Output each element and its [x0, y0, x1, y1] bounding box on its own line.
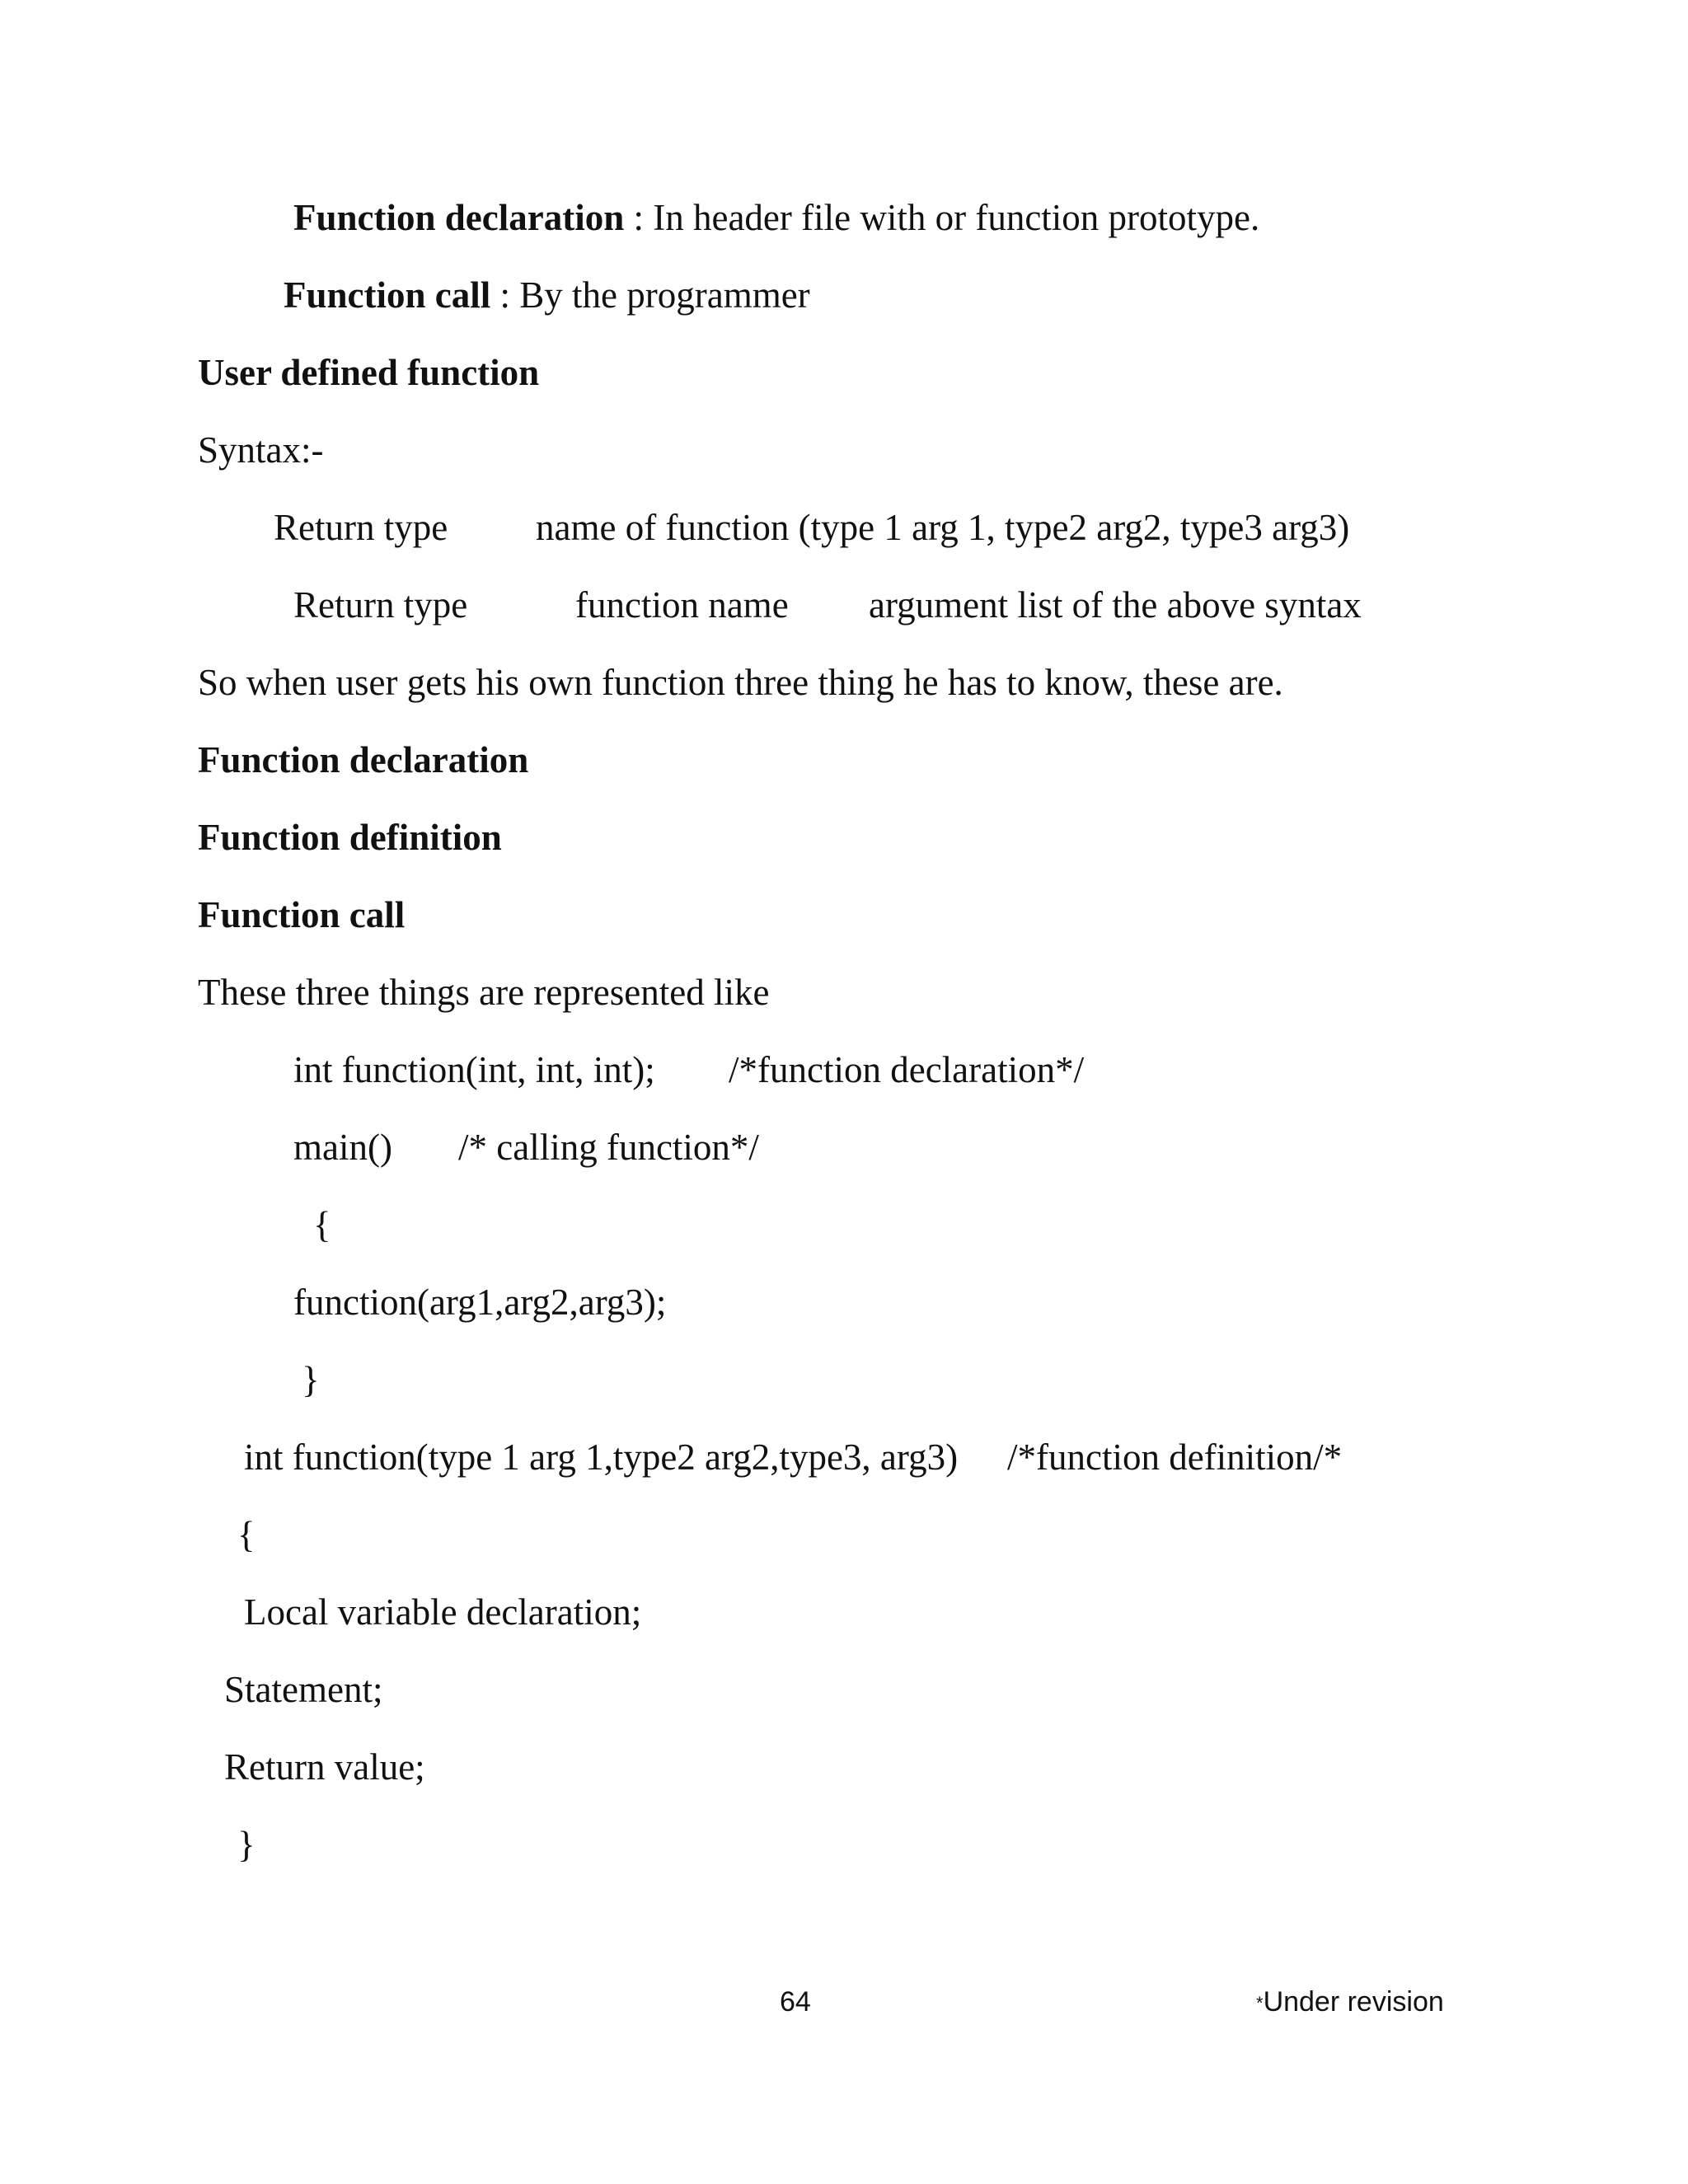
heading-function-call-inline: Function call: [284, 274, 491, 316]
list-item-function-declaration: Function declaration: [198, 739, 529, 780]
code-line: int function(int, int, int);: [293, 1049, 655, 1090]
code-line: function(arg1,arg2,arg3);: [293, 1282, 667, 1323]
paragraph-text: So when user gets his own function three thing he has to know, these are.: [198, 662, 1283, 703]
syntax-label: Syntax:-: [198, 429, 324, 471]
code-line: {: [237, 1514, 256, 1555]
syntax-return-type: Return type: [274, 507, 448, 548]
heading-function-declaration-inline: Function declaration: [293, 197, 625, 238]
revision-note: [1256, 1988, 1444, 2016]
text-line-rest: : In header file with or function prototype.: [624, 197, 1260, 238]
list-item-function-definition: Function definition: [198, 817, 502, 858]
syntax-label-argument-list: argument list of the above syntax: [869, 584, 1362, 626]
revision-note-text: Under revision: [1263, 1986, 1444, 2018]
code-line: }: [237, 1824, 256, 1865]
list-item-function-call: Function call: [198, 894, 406, 935]
code-line: main(): [293, 1127, 392, 1168]
text-line-rest: : By the programmer: [490, 274, 810, 316]
code-line: Statement;: [224, 1669, 383, 1710]
section-heading-user-defined-function: User defined function: [198, 352, 540, 393]
syntax-label-return-type: Return type: [293, 584, 468, 626]
text-line: [293, 199, 1259, 237]
syntax-label-function-name: function name: [575, 584, 789, 626]
code-comment: /*function declaration*/: [729, 1049, 1085, 1090]
text-line: [284, 274, 810, 316]
code-comment: /* calling function*/: [458, 1127, 759, 1168]
page-number: 64: [780, 1986, 811, 2018]
code-line: {: [313, 1204, 331, 1245]
paragraph-text: These three things are represented like: [198, 972, 770, 1013]
code-comment: /*function definition/*: [1007, 1436, 1343, 1478]
syntax-signature: name of function (type 1 arg 1, type2 arg2, type3 arg3): [536, 507, 1350, 548]
revision-star: *: [1256, 1993, 1264, 2013]
code-line: }: [302, 1359, 320, 1400]
code-line: Local variable declaration;: [244, 1591, 642, 1633]
code-line: Return value;: [224, 1746, 425, 1788]
code-line: int function(type 1 arg 1,type2 arg2,type3, arg3): [244, 1436, 959, 1478]
